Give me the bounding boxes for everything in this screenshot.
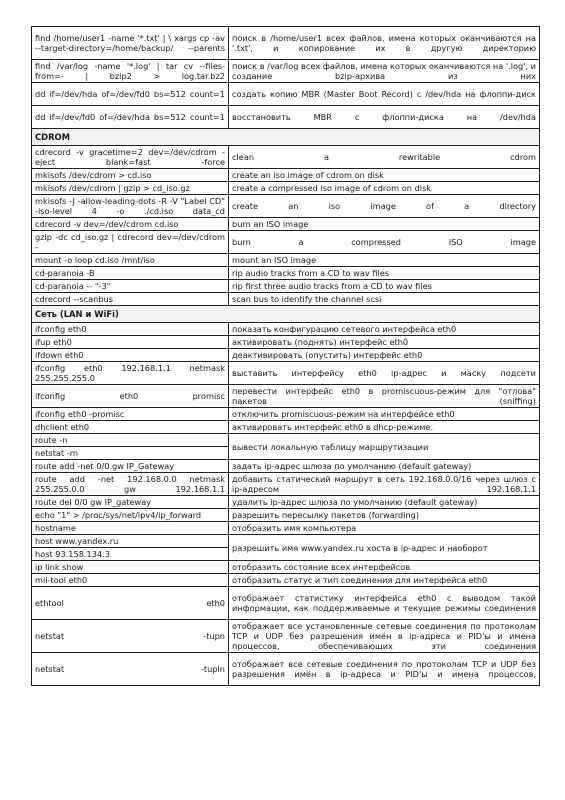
command-cell: find /var/log -name '*.log' | tar cv --files-from=- | bzip2 > log.tar.bz2: [32, 60, 229, 83]
description-cell: восстановить MBR с флоппи-диска на /dev/hda: [229, 106, 540, 129]
command-table: [31, 26, 540, 686]
table-row: [32, 362, 540, 385]
command-cell: mkisofs -J -allow-leading-dots -R -V "Label CD" -iso-level 4 -o ./cd.iso data_cd: [32, 195, 229, 218]
description-cell: удалить ip-адрес шлюза по умолчанию (default gateway): [229, 496, 540, 509]
command-cell: cdrecord -v dev=/dev/cdrom cd.iso: [32, 218, 229, 231]
table-row: [32, 323, 540, 336]
table-row: [32, 280, 540, 293]
table-row: [32, 83, 540, 106]
table-row: [32, 574, 540, 587]
table-row: [32, 434, 540, 447]
table-row: [32, 169, 540, 182]
table-row: [32, 349, 540, 362]
command-cell: mkisofs /dev/cdrom | gzip > cd_iso.gz: [32, 182, 229, 195]
description-cell: clean a rewritable cdrom: [229, 146, 540, 169]
command-cell: cdrecord --scanbus: [32, 293, 229, 306]
command-cell: cd-paranoia -- "-3": [32, 280, 229, 293]
description-cell: показать конфигурацию сетевого интерфейса eth0: [229, 323, 540, 336]
command-cell: host www.yandex.ru: [32, 535, 229, 548]
document-page: [31, 26, 536, 686]
table-row: [32, 408, 540, 421]
description-cell: create an iso image of cdrom on disk: [229, 169, 540, 182]
table-row: [32, 293, 540, 306]
command-cell: netstat -rn: [32, 447, 229, 460]
description-cell: отобразить имя компьютера: [229, 522, 540, 535]
description-cell: вывести локальную таблицу маршрутизации: [229, 434, 540, 460]
table-row: [32, 620, 540, 653]
description-cell: поиск в /var/log всех файлов, имена которых оканчиваются на '.log', и создание bzip-архива из них: [229, 60, 540, 83]
command-cell: ifconfig eth0: [32, 323, 229, 336]
description-cell: отключить promiscuous-режим на интерфейсе eth0: [229, 408, 540, 421]
section-header: [32, 306, 540, 323]
description-cell: отобразить состояние всех интерфейсов: [229, 561, 540, 574]
description-cell: burn a compressed ISO image: [229, 231, 540, 254]
table-row: [32, 385, 540, 408]
table-row: [32, 509, 540, 522]
description-cell: активировать интерфейс eth0 в dhcp-режиме.: [229, 421, 540, 434]
table-row: [32, 254, 540, 267]
command-cell: route del 0/0 gw IP_gateway: [32, 496, 229, 509]
command-cell: host 93.158.134.3: [32, 548, 229, 561]
command-cell: ifdown eth0: [32, 349, 229, 362]
description-cell: активировать (поднять) интерфейс eth0: [229, 336, 540, 349]
command-cell: route add -net 0/0 gw IP_Gateway: [32, 460, 229, 473]
command-cell: ifup eth0: [32, 336, 229, 349]
table-row: [32, 195, 540, 218]
table-row: [32, 336, 540, 349]
command-cell: mkisofs /dev/cdrom > cd.iso: [32, 169, 229, 182]
command-cell: cd-paranoia -B: [32, 267, 229, 280]
command-cell: dhclient eth0: [32, 421, 229, 434]
description-cell: выставить интерфейсу eth0 ip-адрес и маску подсети: [229, 362, 540, 385]
section-title: Сеть (LAN и WiFi): [32, 306, 540, 323]
table-row: [32, 460, 540, 473]
command-cell: hostname: [32, 522, 229, 535]
description-cell: деактивировать (опустить) интерфейс eth0: [229, 349, 540, 362]
description-cell: создать копию MBR (Master Boot Record) с /dev/hda на флоппи-диск: [229, 83, 540, 106]
description-cell: create a compressed iso image of cdrom on disk: [229, 182, 540, 195]
command-cell: netstat -tupln: [32, 653, 229, 686]
description-cell: отобразить статус и тип соединения для интерфейса eth0: [229, 574, 540, 587]
section-title: CDROM: [32, 129, 540, 146]
command-cell: ifconfig eth0 -promisc: [32, 408, 229, 421]
description-cell: разрешить пересылку пакетов (forwarding): [229, 509, 540, 522]
description-cell: отображает все сетевые соединения по протоколам TCP и UDP без разрешения имён в ip-адреса и PID'ы и имена процессов,: [229, 653, 540, 686]
command-cell: dd if=/dev/hda of=/dev/fd0 bs=512 count=1: [32, 83, 229, 106]
table-row: [32, 182, 540, 195]
table-row: [32, 60, 540, 83]
command-cell: gzip -dc cd_iso.gz | cdrecord dev=/dev/cdrom -: [32, 231, 229, 254]
command-cell: ifconfig eth0 192.168.1.1 netmask 255.255.255.0: [32, 362, 229, 385]
command-cell: echo "1" > /proc/sys/net/ipv4/ip_forward: [32, 509, 229, 522]
description-cell: перевести интерфейс eth0 в promiscuous-режим для "отлова" пакетов (sniffing): [229, 385, 540, 408]
command-cell: netstat -tupn: [32, 620, 229, 653]
description-cell: отображает все установленные сетевые соединения по протоколам TCP и UDP без разрешения имён в ip-адреса и PID'ы и имена процессов, обеспечивающих эти соединения: [229, 620, 540, 653]
command-cell: ifconfig eth0 promisc: [32, 385, 229, 408]
table-row: [32, 106, 540, 129]
description-cell: rip audio tracks from a CD to wav files: [229, 267, 540, 280]
command-cell: dd if=/dev/fd0 of=/dev/hda bs=512 count=1: [32, 106, 229, 129]
command-cell: route add -net 192.168.0.0 netmask 255.255.0.0 gw 192.168.1.1: [32, 473, 229, 496]
table-row: [32, 522, 540, 535]
section-header: [32, 129, 540, 146]
description-cell: поиск в /home/user1 всех файлов, имена которых оканчиваются на '.txt', и копирование их в другую директорию: [229, 27, 540, 60]
table-row: [32, 421, 540, 434]
table-row: [32, 146, 540, 169]
table-row: [32, 27, 540, 60]
command-cell: ethtool eth0: [32, 587, 229, 620]
description-cell: разрешить имя www.yandex.ru хоста в ip-адрес и наоборот: [229, 535, 540, 561]
description-cell: отображает статистику интерфейса eth0 с выводом такой информации, как поддерживаемые и текущие режимы соединения: [229, 587, 540, 620]
command-cell: mii-tool eth0: [32, 574, 229, 587]
table-row: [32, 267, 540, 280]
table-row: [32, 496, 540, 509]
command-cell: route -n: [32, 434, 229, 447]
table-row: [32, 535, 540, 548]
description-cell: mount an ISO image: [229, 254, 540, 267]
table-row: [32, 473, 540, 496]
table-row: [32, 218, 540, 231]
description-cell: create an iso image of a directory: [229, 195, 540, 218]
description-cell: scan bus to identify the channel scsi: [229, 293, 540, 306]
table-row: [32, 561, 540, 574]
command-cell: find /home/user1 -name '*.txt' | \ xargs cp -av --target-directory=/home/backup/ --parents: [32, 27, 229, 60]
table-row: [32, 653, 540, 686]
description-cell: rip first three audio tracks from a CD to wav files: [229, 280, 540, 293]
command-cell: mount -o loop cd.iso /mnt/iso: [32, 254, 229, 267]
table-row: [32, 587, 540, 620]
table-row: [32, 231, 540, 254]
description-cell: burn an ISO image: [229, 218, 540, 231]
description-cell: добавить статический маршрут в сеть 192.168.0.0/16 через шлюз с ip-адресом 192.168.1.1: [229, 473, 540, 496]
command-cell: ip link show: [32, 561, 229, 574]
description-cell: задать ip-адрес шлюза по умолчанию (default gateway): [229, 460, 540, 473]
command-cell: cdrecord -v gracetime=2 dev=/dev/cdrom -eject blank=fast -force: [32, 146, 229, 169]
